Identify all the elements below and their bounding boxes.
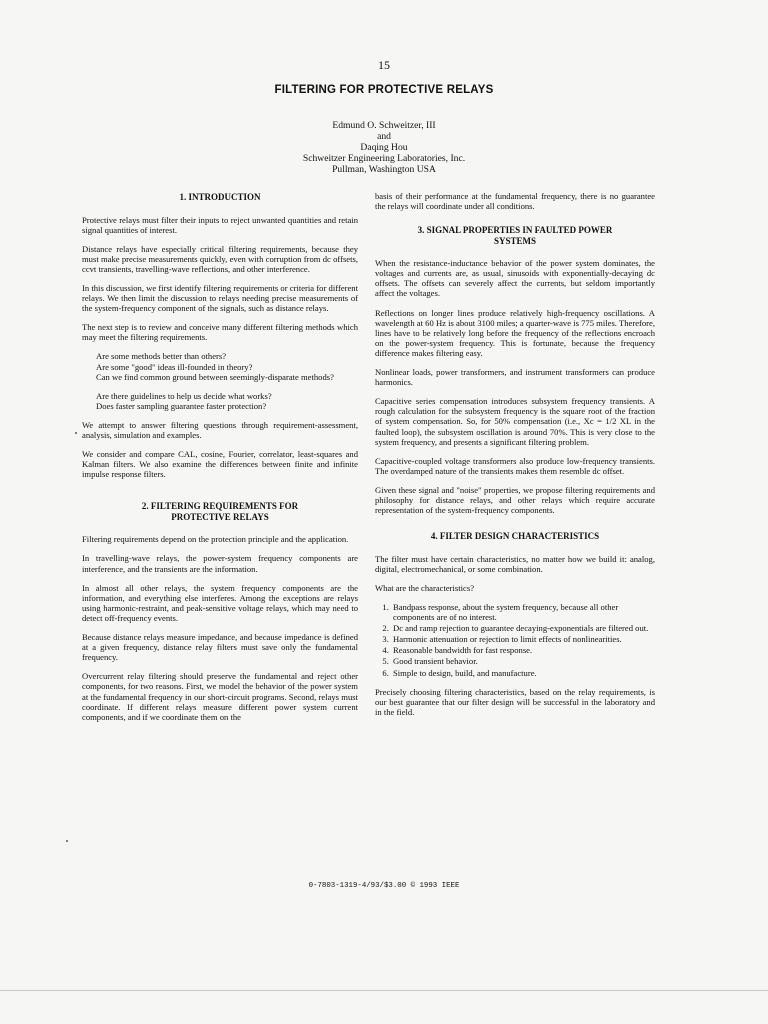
page-number: 15 (378, 58, 390, 72)
section-heading-introduction: 1. INTRODUCTION (179, 192, 261, 202)
paragraph: Precisely choosing filtering characteristics, based on the relay requirements, is our best guarantee that our filter design will be successful in the laboratory and in the field. (375, 686, 655, 717)
paragraph: Because distance relays measure impedance, and because impedance is defined at a given frequency, distance relay filters must save only the fundamental frequency. (82, 632, 358, 663)
question: Are there guidelines to help us decide what works? (96, 390, 272, 401)
list-item: 1. Bandpass response, about the system frequency, because all other components are of no interest. (391, 602, 655, 622)
page-edge-line (0, 990, 768, 991)
list-item: 4. Reasonable bandwidth for fast response. (391, 645, 655, 655)
paragraph: Given these signal and "noise" properties, we propose filtering requirements and philosophy for distance relays, and other relays which require accurate representation of the system-frequency components. (375, 484, 655, 516)
author-name: Edmund O. Schweitzer, III (332, 120, 436, 131)
paragraph: In travelling-wave relays, the power-system frequency components are interference, and the transients are the information. (82, 553, 358, 574)
section-heading-filtering-requirements: 2. FILTERING REQUIREMENTS FOR PROTECTIVE RELAYS (141, 501, 299, 522)
left-column (82, 192, 358, 731)
paragraph: The filter must have certain characteristics, no matter how we build it: analog, digital, electromechanical, or some combination. (375, 553, 655, 574)
list-item: 5. Good transient behavior. (391, 656, 655, 666)
author-affiliation: Schweitzer Engineering Laboratories, Inc. (302, 153, 466, 164)
list-item: 6. Simple to design, build, and manufacture. (391, 668, 655, 678)
question: Can we find common ground between seemingly-disparate methods? (96, 371, 334, 382)
paragraph: In almost all other relays, the system frequency components are the information, and everything else interferes. Among the exceptions are relays using harmonic-restraint, and peak-sensitive voltage relays, which may need to detect off-frequency events. (82, 582, 358, 623)
author-name: Daqing Hou (360, 142, 408, 153)
author-block (0, 120, 768, 175)
author-location: Pullman, Washington USA (332, 164, 436, 175)
paragraph: Filtering requirements depend on the protection principle and the application. (82, 534, 349, 545)
right-column (375, 191, 655, 726)
section-heading-filter-design: 4. FILTER DESIGN CHARACTERISTICS (430, 531, 600, 542)
question: Are some methods better than others? (96, 351, 227, 362)
paragraph: Overcurrent relay filtering should preserve the fundamental and reject other components, for two reasons. First, we model the behavior of the power system at the fundamental frequency in our short-circuit programs. Second, relays must coordinate. If different relays measure different power system current components, and if we coordinate them on the (82, 671, 358, 722)
paragraph: Capacitive-coupled voltage transformers also produce low-frequency transients. The overdamped nature of the transients makes them resemble dc offset. (375, 455, 655, 476)
paragraph: We consider and compare CAL, cosine, Fourier, correlator, least-squares and Kalman filters. We also examine the differences between finite and infinite impulse response filters. (82, 449, 358, 480)
paragraph: basis of their performance at the fundamental frequency, there is no guarantee the relays will coordinate under all conditions. (375, 191, 655, 212)
list-item: 3. Harmonic attenuation or rejection to limit effects of nonlinearities. (391, 634, 655, 644)
scan-speck (66, 840, 68, 842)
paragraph: Nonlinear loads, power transformers, and instrument transformers can produce harmonics. (375, 367, 655, 388)
paragraph: What are the characteristics? (375, 582, 475, 593)
paragraph: Reflections on longer lines produce relatively high-frequency oscillations. A wavelength at 60 Hz is about 3100 miles; a quarter-wave is 775 miles. Therefore, lines have to be relatively long before the frequency of the reflections encroach on the power-system frequency. This is fortunate, because the frequency difference makes filtering easy. (375, 307, 655, 358)
section-heading-signal-properties: 3. SIGNAL PROPERTIES IN FAULTED POWER SYSTEMS (417, 225, 613, 246)
list-item: 2. Dc and ramp rejection to guarantee decaying-exponentials are filtered out. (391, 623, 655, 633)
question-list (96, 351, 358, 381)
paragraph: Protective relays must filter their inputs to reject unwanted quantities and retain signal quantities of interest. (82, 214, 358, 235)
paragraph: The next step is to review and conceive many different filtering methods which may meet the filtering requirements. (82, 322, 358, 343)
question: Does faster sampling guarantee faster protection? (96, 400, 267, 411)
author-conjunction: and (377, 131, 391, 142)
paragraph: We attempt to answer filtering questions through requirement-assessment, analysis, simulation and examples. (82, 419, 358, 440)
paragraph: Capacitive series compensation introduces subsystem frequency transients. A rough calculation for the subsystem frequency is the square root of the fraction of system compensation. So, for 50% compensation (i.e., Xc = 1/2 XL in the faulted loop), the subsystem oscillation is around 70%. This is very close to the system frequency, and presents a significant filtering problem. (375, 396, 655, 447)
paragraph: In this discussion, we first identify filtering requirements or criteria for different relays. We then limit the discussion to relays needing precise measurements of the system-frequency component of the signals, such as distance relays. (82, 282, 358, 314)
paper-title: FILTERING FOR PROTECTIVE RELAYS (274, 84, 494, 96)
copyright-footer: 0-7803-1319-4/93/$3.00 © 1993 IEEE (308, 882, 460, 890)
question: Are some "good" ideas ill-founded in theory? (96, 361, 253, 372)
scan-speck (75, 432, 77, 434)
characteristics-list (375, 602, 655, 678)
paragraph: Distance relays have especially critical filtering requirements, because they must make precise measurements quickly, even with corruption from dc offsets, ccvt transients, travelling-wave reflections, and other interference. (82, 243, 358, 274)
question-list (96, 391, 358, 411)
paragraph: When the resistance-inductance behavior of the power system dominates, the voltages and currents are, as usual, sinusoids with exponentially-decaying dc offsets. The offsets can severely affect the currents, but seldom importantly affect the voltages. (375, 258, 655, 299)
